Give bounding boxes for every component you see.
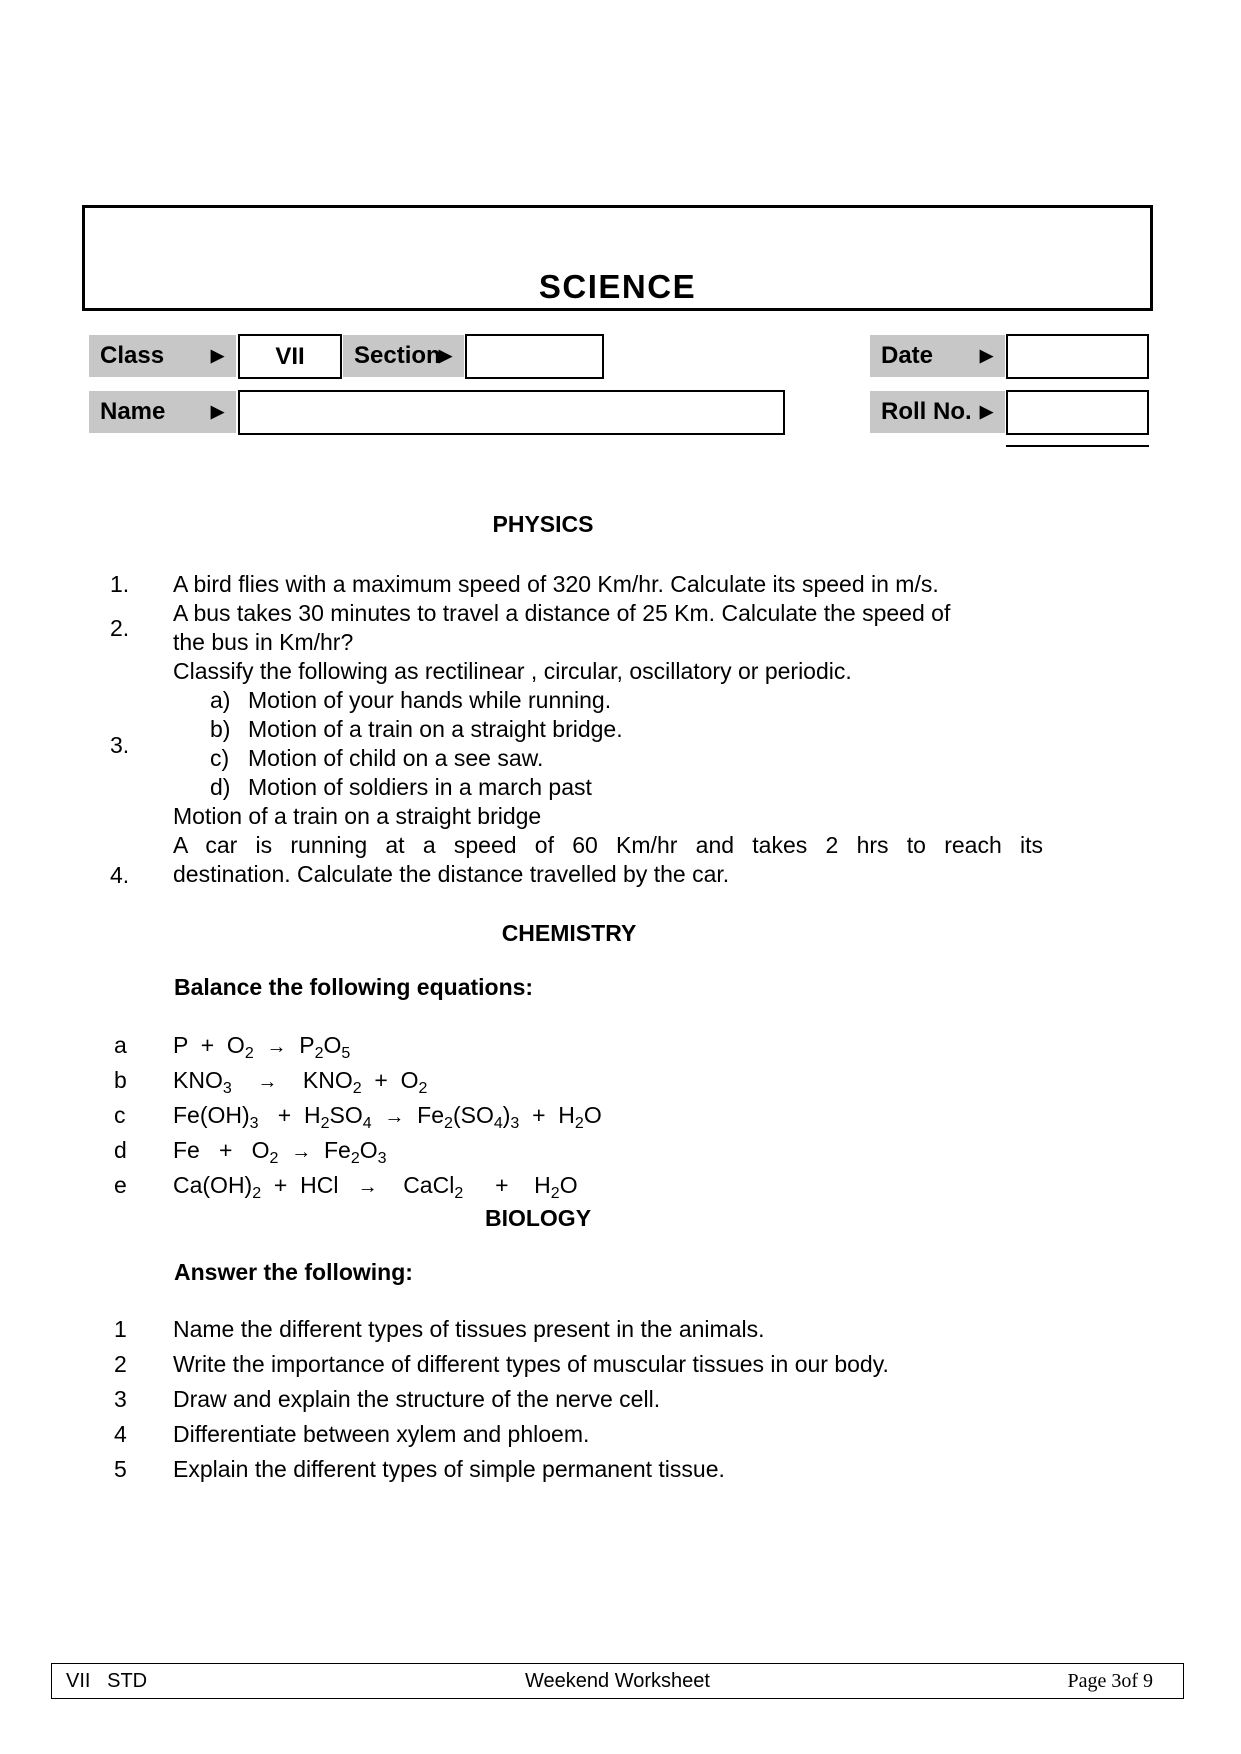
equation-d: $Fe + O_2 \to Fe_2O_3$ (173, 1137, 387, 1167)
arrow-right-icon: → (266, 1036, 287, 1058)
physics-heading: PHYSICS (492, 511, 594, 537)
arrow-right-icon: → (357, 1176, 378, 1198)
question-text: Explain the different types of simple permanent tissue. (173, 1456, 725, 1482)
roll-label (870, 391, 1005, 433)
equation-e: $Ca(OH)_2$ + HCl → CaCl$_2$ + $H_2O$ (173, 1172, 578, 1202)
question-text: the bus in Km/hr? (173, 629, 354, 655)
divider (1006, 445, 1149, 447)
question-number: 1 (114, 1316, 127, 1342)
list-item-mark: a) (210, 687, 231, 713)
date-field[interactable] (1006, 334, 1149, 379)
question-text: Draw and explain the structure of the nerve cell. (173, 1386, 661, 1412)
date-label-text: Date (881, 342, 934, 369)
question-text: Motion of a train on a straight bridge (173, 803, 542, 829)
equation-b: $KNO_3$ → $KNO_2 + O_2$ (173, 1067, 428, 1097)
question-number: 2 (114, 1351, 127, 1377)
arrow-right-icon: → (291, 1141, 312, 1163)
subject-title: SCIENCE (538, 268, 697, 305)
class-label (89, 335, 236, 377)
question-text: A car is running at a speed of 60 Km/hr and takes 2 hrs to reach its (173, 832, 1043, 858)
list-item-mark: c) (210, 745, 230, 771)
list-item: Motion of a train on a straight bridge. (248, 716, 623, 742)
question-text: Differentiate between xylem and phloem. (173, 1421, 590, 1447)
section-label-text: Section (354, 342, 441, 369)
roll-label-text: Roll No. (881, 398, 972, 425)
question-number: 5 (114, 1456, 127, 1482)
question-text: Classify the following as rectilinear , circular, oscillatory or periodic. (173, 658, 852, 684)
name-label (89, 391, 236, 433)
equation-mark: d (114, 1137, 127, 1163)
question-number: 3 (114, 1386, 127, 1412)
arrow-right-icon: ▶ (438, 346, 452, 365)
equation-a: $P + O_2 \to P_2O_5$ (173, 1032, 351, 1062)
list-item-mark: b) (210, 716, 231, 742)
arrow-right-icon: ▶ (210, 346, 224, 365)
question-number: 4. (110, 862, 130, 888)
class-field[interactable]: VII (238, 334, 342, 379)
question-number: 4 (114, 1421, 127, 1447)
footer-title: Weekend Worksheet (525, 1670, 710, 1692)
chemistry-heading: CHEMISTRY (501, 920, 637, 946)
footer-class: VII STD (66, 1670, 148, 1692)
question-text: destination. Calculate the distance travelled by the car. (173, 861, 730, 887)
list-item-mark: d) (210, 774, 231, 800)
equation-mark: c (114, 1102, 126, 1128)
question-number: 1. (110, 571, 130, 597)
equation-mark: a (114, 1032, 127, 1058)
arrow-right-icon: ▶ (210, 402, 224, 421)
footer-page-number: Page 3of 9 (1067, 1670, 1153, 1692)
question-text: Write the importance of different types of muscular tissues in our body. (173, 1351, 889, 1377)
list-item: Motion of your hands while running. (248, 687, 612, 713)
question-text: Name the different types of tissues present in the animals. (173, 1316, 765, 1342)
class-label-text: Class (100, 342, 165, 369)
question-number: 3. (110, 732, 130, 758)
arrow-right-icon: → (257, 1071, 278, 1093)
equation-c: $Fe(OH)_3 + H_2SO_4 \to Fe_2(SO_4)_3 + H_2O$ (173, 1102, 602, 1132)
section-field[interactable] (465, 334, 604, 379)
arrow-right-icon: ▶ (979, 346, 993, 365)
biology-heading: BIOLOGY (484, 1205, 592, 1231)
equation-mark: b (114, 1067, 127, 1093)
arrow-right-icon: → (384, 1106, 405, 1128)
biology-instruction: Answer the following: (174, 1259, 413, 1285)
arrow-right-icon: ▶ (979, 402, 993, 421)
roll-field[interactable] (1006, 390, 1149, 435)
date-label (870, 335, 1005, 377)
question-text: A bird flies with a maximum speed of 320 Km/hr. Calculate its speed in m/s. (173, 571, 939, 597)
chemistry-instruction: Balance the following equations: (174, 974, 534, 1000)
name-field[interactable] (238, 390, 785, 435)
list-item: Motion of soldiers in a march past (248, 774, 592, 800)
section-label (343, 335, 464, 377)
name-label-text: Name (100, 398, 166, 425)
question-text: A bus takes 30 minutes to travel a distance of 25 Km. Calculate the speed of (173, 600, 951, 626)
question-number: 2. (110, 615, 130, 641)
equation-mark: e (114, 1172, 127, 1198)
page-footer (51, 1663, 1184, 1699)
list-item: Motion of child on a see saw. (248, 745, 544, 771)
